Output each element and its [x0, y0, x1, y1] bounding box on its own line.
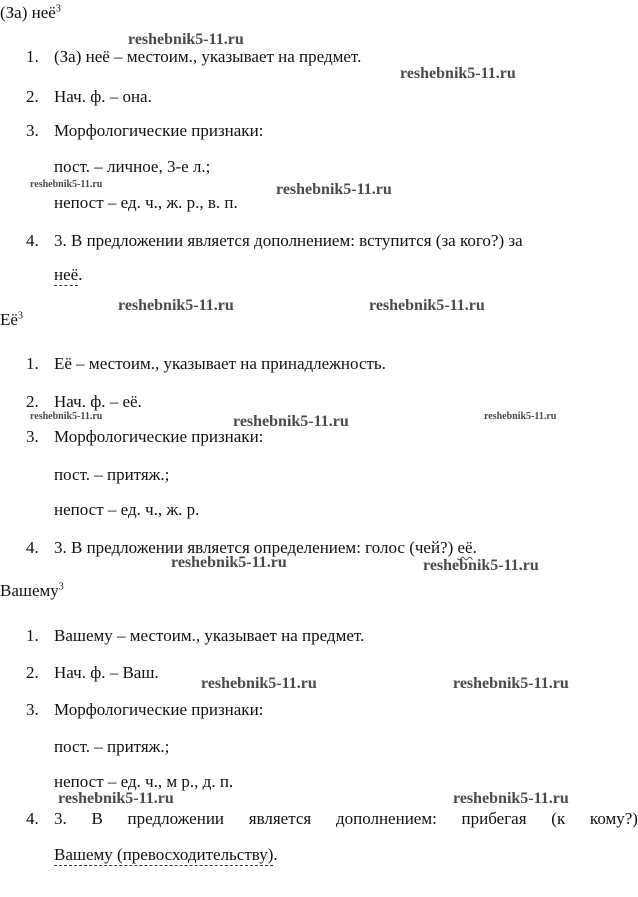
section-heading-3: Вашему$^3$ — [0, 581, 64, 600]
continuation-line: Вашему (превосходительству). — [54, 845, 278, 864]
list-number: 1. — [26, 354, 39, 373]
list-item-text: Морфологические признаки: — [54, 121, 264, 140]
list-item-text: Нач. ф. – её. — [54, 392, 142, 411]
underlined-word: неё — [54, 265, 79, 284]
watermark: reshebnik5-11.ru — [453, 675, 569, 692]
sub-line: непост – ед. ч., ж. р. — [54, 500, 200, 519]
list-item-text: Нач. ф. – она. — [54, 87, 152, 106]
sub-line: пост. – личное, 3-е л.; — [54, 157, 211, 176]
sub-line: пост. – притяж.; — [54, 737, 170, 756]
list-item-text: Нач. ф. – Ваш. — [54, 663, 159, 682]
watermark: reshebnik5-11.ru — [423, 557, 539, 574]
watermark: reshebnik5-11.ru — [484, 411, 557, 422]
watermark: reshebnik5-11.ru — [30, 179, 103, 190]
watermark: reshebnik5-11.ru — [400, 65, 516, 82]
sub-line: непост – ед. ч., ж. р., в. п. — [54, 193, 238, 212]
section-heading-2: $Её^3$ — [0, 310, 23, 329]
list-item-text: 3. В предложении является определением: голос (чей?) её. — [54, 538, 477, 557]
sub-line: непост – ед. ч., м р., д. п. — [54, 772, 234, 791]
list-number: 1. — [26, 626, 39, 645]
list-number: 2. — [26, 392, 39, 411]
list-number: 3. — [26, 700, 39, 719]
list-number: 2. — [26, 87, 39, 106]
list-item-text: Её – местоим., указывает на принадлежность. — [54, 354, 386, 373]
list-item-text: 3. В предложении является дополнением: вступится (за кого?) за — [54, 231, 523, 250]
section-heading-1: (За) неё$^3$ — [0, 3, 61, 22]
list-number: 4. — [26, 538, 39, 557]
list-number: 4. — [26, 231, 39, 250]
underlined-word: Вашему (превосходительству) — [54, 845, 274, 864]
watermark: reshebnik5-11.ru — [128, 31, 244, 48]
watermark: reshebnik5-11.ru — [453, 790, 569, 807]
list-item-text: Морфологические признаки: — [54, 700, 264, 719]
watermark: reshebnik5-11.ru — [276, 181, 392, 198]
watermark: reshebnik5-11.ru — [118, 297, 234, 314]
watermark: reshebnik5-11.ru — [201, 675, 317, 692]
continuation-line: неё. — [54, 265, 83, 284]
list-number: 3. — [26, 121, 39, 140]
watermark: reshebnik5-11.ru — [58, 790, 174, 807]
list-item-text: Морфологические признаки: — [54, 427, 264, 446]
watermark: reshebnik5-11.ru — [30, 411, 103, 422]
list-number: 2. — [26, 663, 39, 682]
list-item-text: Вашему – местоим., указывает на предмет. — [54, 626, 365, 645]
list-item-text: (За) неё – местоим., указывает на предмет. — [54, 47, 362, 66]
underlined-word: её — [457, 538, 473, 557]
list-number: 1. — [26, 47, 39, 66]
sub-line: пост. – притяж.; — [54, 465, 170, 484]
watermark: reshebnik5-11.ru — [233, 413, 349, 430]
list-number: 3. — [26, 427, 39, 446]
list-number: 4. — [26, 809, 39, 828]
watermark: reshebnik5-11.ru — [171, 554, 287, 571]
watermark: reshebnik5-11.ru — [369, 297, 485, 314]
list-item-text: 3. В предложении является дополнением: прибегая (к кому?) — [54, 809, 638, 828]
